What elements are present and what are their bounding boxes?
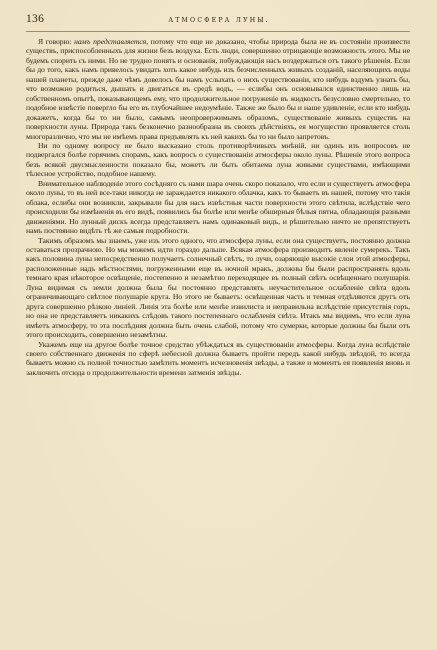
paragraph-text: Такимъ образомъ мы знаемъ, уже изъ этого одного, что атмосфера луны, если она существуетъ, постоянно должна оставаться прозрачною. Но мы можемъ идти гораздо дальше. Всякая атмосфера производитъ явленіе сумерекъ. Такъ какъ половина луны непосредственно получаетъ солнечный свѣтъ, то лучи, озаряющіе высокіе слои этой атмосферы, расположенные надъ мѣстностями, погруженными еще въ ночной мракъ, должны бы были распространять вдоль темнаго края нѣкоторое освѣщеніе, постепенно и незамѣтно переходящее въ полный свѣтъ освѣщеннаго полушарія. Луна видимая съ земли должна была бы постоянно представлять неучастительное ослабленіе свѣта вдоль ограничивающаго свѣтлое полушаріе круга. Но этого не бываетъ: освѣщенная часть и темная отдѣляются другъ отъ друга совершенно рѣзкою линіей. Линія эта болѣе или менѣе извилиста и неправильна вслѣдствіе присутствія горъ, но она не представляетъ никакихъ слѣдовъ такого постепеннаго ослабленія свѣта. Итакъ мы видимъ, что если луна имѣетъ атмосферу, то эта послѣдняя должна быть очень слабой, потому что сумерки, которые должны бы были отъ этого происходить, совершенно незамѣтны. [26,235,410,340]
page-number: 136 [26,13,45,25]
paragraph-text: Внимательное наблюденіе этого сосѣдняго съ нами шара очень скоро показало, что если и существуетъ атмосфера около луны, то въ ней все-таки никогда не зараждается никакого облачка, какъ то бываетъ въ нашей, потому что такія облака, еслибы они возникли, закрывали бы для насъ извѣстныя части поверхности этого свѣтила, вслѣдствіе чего происходили бы измѣненія въ его видѣ, появились бы болѣе или менѣе обширныя бѣлыя пятна, обладающія разными движеніями. Но лунный дискъ всегда представляетъ намъ одинаковый видъ, и рѣшительно ничто не препятствуетъ намъ постоянно видѣть тѣ же самыя подробности. [26,178,410,236]
page-header [26,13,410,32]
paragraph [26,141,410,179]
paragraph-text: Ни по одному вопросу не было высказано столь противорѣчивыхъ мнѣній, ни одинъ изъ вопросовъ не подвергался болѣе горячимъ спорамъ, какъ вопросъ о существованіи атмосферы около луны. Рѣшеніе этого вопроса безъ всякой двусмысленности показало бы, можетъ ли быть обитаема луна живыми существами, имѣющими тѣлесное устройство, подобное нашему. [26,140,410,179]
paragraph [26,37,410,141]
paragraph [26,179,410,236]
paragraph-text: Укажемъ еще на другое болѣе точное средство убѣждаться въ существованіи атмосферы. Когда луна вслѣдствіе своего собственнаго движенія по сферѣ небесной должна бываетъ пройти передъ какой нибудь звѣздой, то всегда бываетъ можно съ полной точностью замѣтить моментъ исчезновенія звѣзды, а также и моментъ ея появленія вновь и заключить отсюда о продолжительности времени затменія звѣзды. [26,339,410,377]
body-text [26,37,410,377]
paragraph [26,236,410,340]
paragraph-text: потому что еще не доказано, чтобы природа была не въ состояніи произвести существъ, приспособленныхъ для жизни безъ воздуха. Есть люди, совершенно отрицающіе возможность этого. Мы не будемъ спорить съ ними. Но не трудно понять и основанія, побуждающія насъ воздержаться отъ такого рѣшенія. Если бы до того, какъ намъ привелось увидать хоть какое нибудь изъ безчисленныхъ живыхъ созданій, населяющихъ воды нашей планеты, прежде даже чѣмъ довелось бы намъ услыхать о нихъ существованіи, кто нибудь вздумъ узнать бы, что возможно родиться, дышать и двигаться въ средѣ водъ, — еслибы онъ основывался единственно лишь на собственномъ опытѣ, показывающемъ ему, что продолжительное погруженіе въ жидкость безусловно смертельно, то подобное извѣстіе повергло бы его въ глубочайшее недоумѣніе. Также же было бы и наше удивленіе, если кто нибудь докажетъ, когда бы то ни было, самымъ неопровержимымъ образомъ, существованіе живыхъ существъ на поверхности луны. Природа такъ безконечно разнообразна въ своихъ дѣйствіяхъ, ея могущество проявляется столь многоразлично, что мы не имѣемъ права предъявлять къ ней какихъ бы то ни было запретовъ. [26,37,411,141]
paragraph-emphasis: намъ представляется, [74,37,149,46]
paragraph-lead: Я говорю: [38,37,75,46]
paragraph [26,340,410,378]
running-head: АТМОСФЕРА ЛУНЫ. [168,17,270,24]
